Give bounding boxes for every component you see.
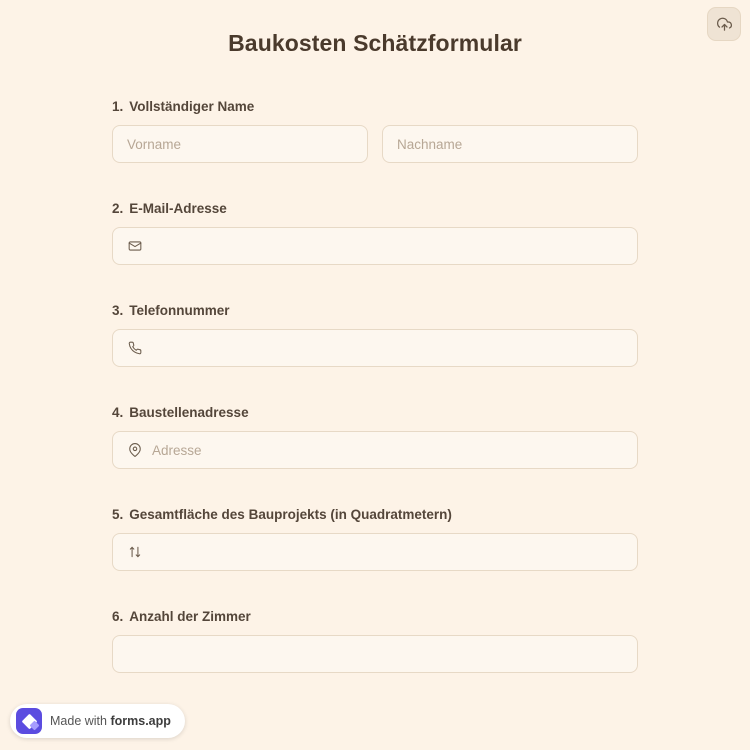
first-name-placeholder: Vorname <box>127 136 182 152</box>
cloud-upload-icon <box>717 17 732 32</box>
question-4-number: 4. <box>112 405 124 420</box>
page-title: Baukosten Schätzformular <box>228 30 522 56</box>
badge-made-with: Made with <box>50 714 107 728</box>
question-3-fields <box>112 329 638 367</box>
question-5 <box>112 507 638 571</box>
question-6-text: Anzahl der Zimmer <box>129 609 251 624</box>
sort-arrows-icon <box>127 545 142 560</box>
question-5-text: Gesamtfläche des Bauprojekts (in Quadratmetern) <box>129 507 452 522</box>
question-6 <box>112 609 638 673</box>
question-4-label <box>112 405 638 420</box>
question-3-number: 3. <box>112 303 124 318</box>
map-pin-icon <box>127 443 142 458</box>
room-count-input[interactable] <box>112 635 638 673</box>
question-1 <box>112 99 638 163</box>
phone-icon <box>127 341 142 356</box>
question-2-fields <box>112 227 638 265</box>
question-4-text: Baustellenadresse <box>129 405 249 420</box>
last-name-input[interactable] <box>382 125 638 163</box>
phone-input[interactable] <box>112 329 638 367</box>
email-input[interactable] <box>112 227 638 265</box>
question-2-number: 2. <box>112 201 124 216</box>
question-1-fields <box>112 125 638 163</box>
cloud-upload-button[interactable] <box>707 7 741 41</box>
badge-text <box>50 714 171 728</box>
question-6-number: 6. <box>112 609 124 624</box>
question-6-fields <box>112 635 638 673</box>
question-4 <box>112 405 638 469</box>
question-6-label <box>112 609 638 624</box>
question-4-fields <box>112 431 638 469</box>
question-3-label <box>112 303 638 318</box>
forms-app-logo-icon <box>16 708 42 734</box>
question-5-number: 5. <box>112 507 124 522</box>
first-name-input[interactable] <box>112 125 368 163</box>
question-2 <box>112 201 638 265</box>
address-input[interactable] <box>112 431 638 469</box>
total-area-input[interactable] <box>112 533 638 571</box>
question-1-number: 1. <box>112 99 124 114</box>
question-5-fields <box>112 533 638 571</box>
made-with-forms-badge[interactable] <box>10 704 185 738</box>
question-2-text: E-Mail-Adresse <box>129 201 227 216</box>
last-name-placeholder: Nachname <box>397 136 463 152</box>
question-5-label <box>112 507 638 522</box>
question-2-label <box>112 201 638 216</box>
address-placeholder: Adresse <box>152 442 202 458</box>
question-3 <box>112 303 638 367</box>
question-1-text: Vollständiger Name <box>129 99 255 114</box>
envelope-icon <box>127 239 142 254</box>
form-body <box>0 99 750 673</box>
badge-brand: forms.app <box>110 714 171 728</box>
question-3-text: Telefonnummer <box>129 303 230 318</box>
question-1-label <box>112 99 638 114</box>
